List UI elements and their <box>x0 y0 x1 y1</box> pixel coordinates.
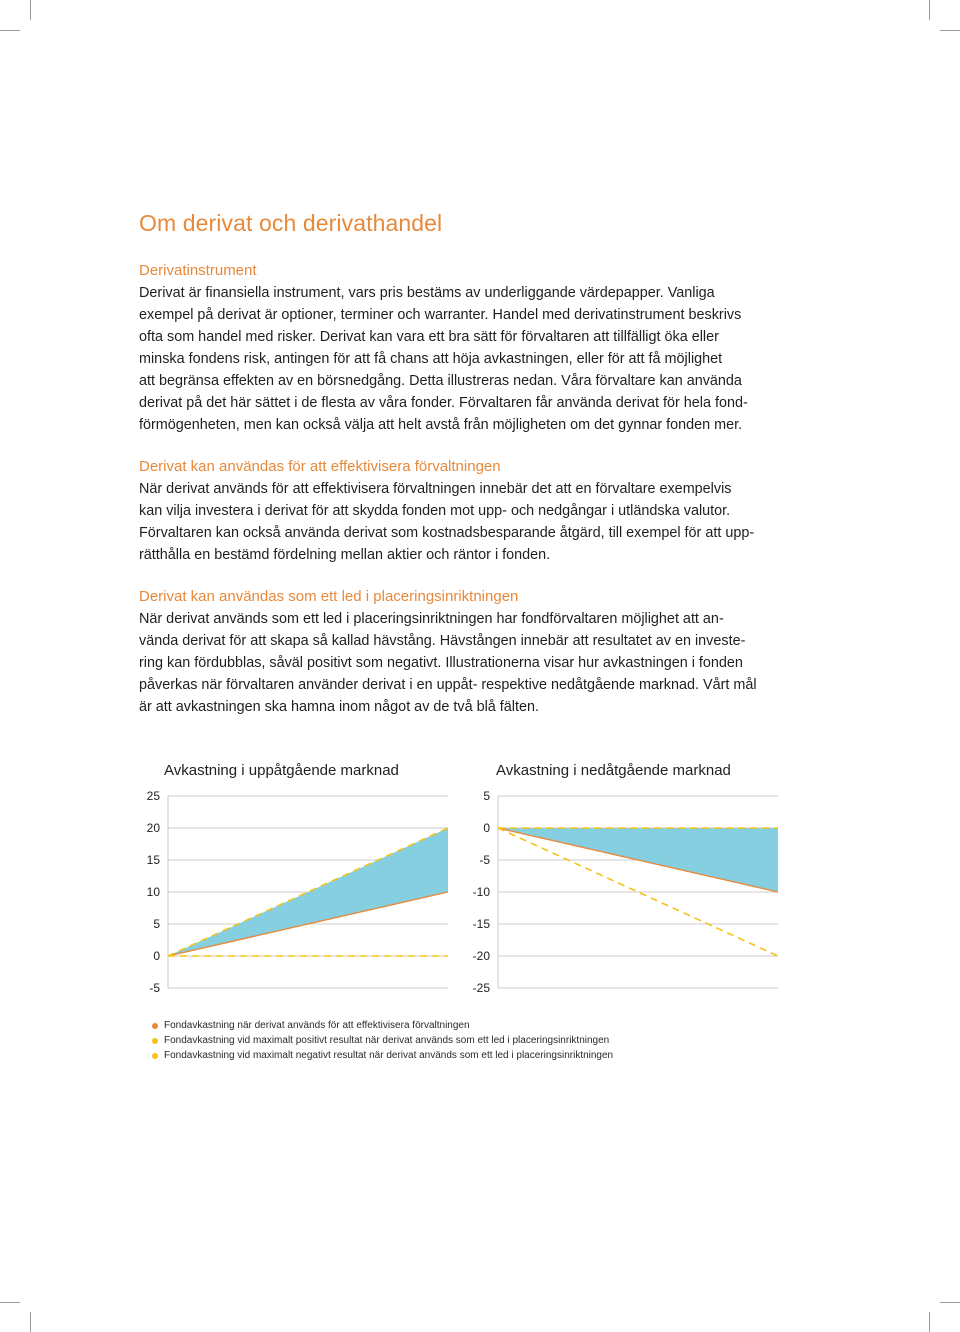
legend-dot-icon <box>152 1023 158 1029</box>
legend-dot-icon <box>152 1053 158 1059</box>
crop-mark <box>30 0 31 20</box>
chart-down-market <box>470 760 790 1000</box>
chart-plot <box>470 760 790 1000</box>
section-heading: Derivat kan användas för att effektivisera förvaltningen <box>139 458 501 475</box>
crop-mark <box>940 1302 960 1303</box>
legend-item: Fondavkastning när derivat används för att effektivisera förvaltningen <box>152 1018 613 1033</box>
y-tick-label: 15 <box>146 853 160 867</box>
chart-legend <box>152 1018 613 1063</box>
section-placeringsinriktning <box>139 586 789 718</box>
crop-mark <box>940 30 960 31</box>
y-tick-label: -5 <box>479 853 490 867</box>
legend-item: Fondavkastning vid maximalt positivt resultat när derivat används som ett led i placeringsinriktningen <box>152 1033 613 1048</box>
legend-dot-icon <box>152 1038 158 1044</box>
y-tick-label: -15 <box>472 917 490 931</box>
section-heading: Derivat kan användas som ett led i placeringsinriktningen <box>139 588 519 605</box>
chart-title: Avkastning i uppåtgående marknad <box>164 762 399 779</box>
crop-mark <box>0 1302 20 1303</box>
page-title: Om derivat och derivathandel <box>139 210 443 236</box>
y-tick-label: 10 <box>146 885 160 899</box>
y-tick-label: -20 <box>472 949 490 963</box>
section-effektivisera <box>139 456 789 566</box>
article <box>139 210 789 718</box>
section-body: Derivat är finansiella instrument, vars pris bestäms av underliggande värdepapper. Vanliga exempel på derivat är optioner, terminer och warranter. Handel med derivatinstrument beskrivs ofta som handel med risker. Derivat kan vara ett bra sätt för förvaltaren att tillfälligt öka eller minska fondens risk, antingen för att få chans att höja avkastningen, eller för att få möjlighet att begränsa effekten av en börsnedgång. Detta illustreras nedan. Våra förvaltare kan använda derivat på det här sättet i de flesta av våra fonder. Förvaltaren får använda derivat för hela fond- förmögenheten, men kan också välja att helt avstå från möjligheten om det gynnar fonden mer. <box>139 285 748 433</box>
y-tick-label: 0 <box>483 821 490 835</box>
section-body: När derivat används för att effektivisera förvaltningen innebär det att en förvaltare exempelvis kan vilja investera i derivat för att skydda fonden mot upp- och nedgångar i utländska valutor. Förvaltaren kan också använda derivat som kostnadsbesparande åtgärd, till exempel för att upp- rätthålla en bestämd fördelning mellan aktier och räntor i fonden. <box>139 481 755 563</box>
y-tick-label: -5 <box>149 981 160 995</box>
y-tick-label: 5 <box>483 789 490 803</box>
y-tick-label: 25 <box>146 789 160 803</box>
chart-title: Avkastning i nedåtgående marknad <box>496 762 731 779</box>
crop-mark <box>929 1312 930 1332</box>
y-tick-label: 0 <box>153 949 160 963</box>
chart-plot <box>140 760 460 1000</box>
y-tick-label: 20 <box>146 821 160 835</box>
section-heading: Derivatinstrument <box>139 262 257 279</box>
crop-mark <box>30 1312 31 1332</box>
crop-mark <box>0 30 20 31</box>
section-body: När derivat används som ett led i placeringsinriktningen har fondförvaltaren möjlighet att an- vända derivat för att skapa så kallad hävstång. Hävstången innebär att resultatet av en investe- ring kan fördubblas, såväl positivt som negativt. Illustrationerna visar hur avkastningen i fonden påverkas när förvaltaren använder derivat i en uppåt- respektive nedåtgående marknad. Vårt mål är att avkastningen ska hamna inom något av de två blå fälten. <box>139 611 757 715</box>
y-tick-label: -10 <box>472 885 490 899</box>
section-derivatinstrument <box>139 260 789 436</box>
chart-up-market <box>140 760 460 1000</box>
y-tick-label: -25 <box>472 981 490 995</box>
legend-item: Fondavkastning vid maximalt negativt resultat när derivat används som ett led i placeringsinriktningen <box>152 1048 613 1063</box>
y-tick-label: 5 <box>153 917 160 931</box>
crop-mark <box>929 0 930 20</box>
